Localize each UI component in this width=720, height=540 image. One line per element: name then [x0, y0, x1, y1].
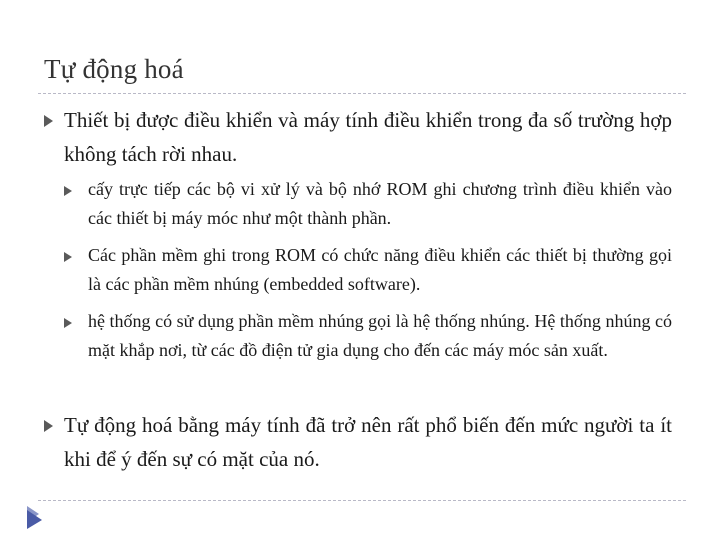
title-divider [38, 93, 686, 94]
sub-bullet-item: Các phần mềm ghi trong ROM có chức năng điều khiển các thiết bị thường gọi là các phần mềm nhúng (embedded software). [88, 245, 672, 294]
bullet-item: Thiết bị được điều khiển và máy tính điều khiển trong đa số trường hợp không tách rời nhau. [64, 108, 672, 166]
triangle-bullet-icon [64, 186, 72, 196]
triangle-bullet-icon [64, 252, 72, 262]
triangle-bullet-icon [44, 115, 53, 127]
slide-title: Tự động hoá [44, 54, 184, 84]
sub-bullet-item: hệ thống có sử dụng phần mềm nhúng gọi là hệ thống nhúng. Hệ thống nhúng có mặt khắp nơi, từ các đồ điện tử gia dụng cho đến các máy móc sản xuất. [88, 311, 672, 360]
slide-nav-icon[interactable] [24, 502, 46, 530]
sub-bullet-item: cấy trực tiếp các bộ vi xử lý và bộ nhớ ROM ghi chương trình điều khiển vào các thiết bị máy móc như một thành phần. [88, 179, 672, 228]
bullet-item: Tự động hoá bằng máy tính đã trở nên rất phổ biến đến mức người ta ít khi để ý đến sự có mặt của nó. [64, 413, 672, 471]
footer-divider [38, 500, 686, 501]
triangle-bullet-icon [44, 420, 53, 432]
triangle-bullet-icon [64, 318, 72, 328]
